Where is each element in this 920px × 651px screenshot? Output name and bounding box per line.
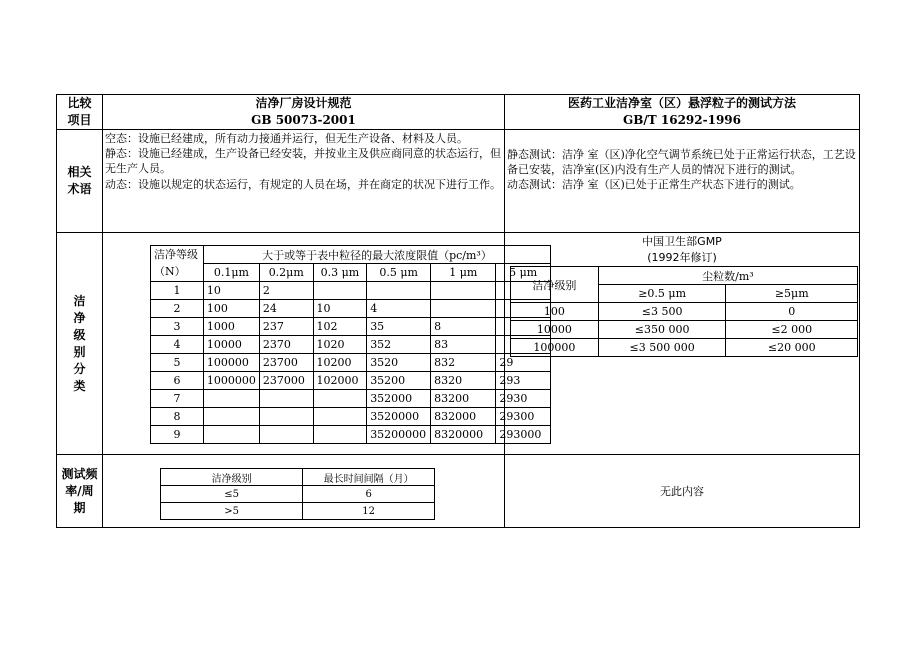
table-cell: 10200 — [313, 354, 367, 372]
table-cell — [313, 390, 367, 408]
size-header: 0.2μm — [259, 264, 313, 282]
table-cell: 102000 — [313, 372, 367, 390]
table-cell — [203, 426, 259, 444]
compare-label-cell — [57, 95, 103, 130]
table-cell: 8320 — [431, 372, 496, 390]
table-cell: 8 — [431, 318, 496, 336]
size-header: 0.3 μm — [313, 264, 367, 282]
table-cell: 1 — [151, 282, 204, 300]
table-cell: ≤350 000 — [598, 321, 726, 339]
table-cell: 12 — [303, 503, 435, 520]
size-header: 1 μm — [431, 264, 496, 282]
table-cell — [431, 300, 496, 318]
freq-interval-header: 最长时间间隔（月） — [303, 469, 435, 486]
table-cell: 29 — [496, 354, 551, 372]
table-row — [151, 408, 551, 426]
class-n-header: 洁净等级（N） — [151, 246, 204, 282]
table-cell: 35 — [367, 318, 431, 336]
table-cell — [203, 408, 259, 426]
frequency-row — [57, 455, 860, 528]
table-cell: 4 — [367, 300, 431, 318]
table-cell: 3520 — [367, 354, 431, 372]
table-row — [151, 372, 551, 390]
table-cell: 2 — [259, 282, 313, 300]
right-standard-header — [505, 95, 860, 130]
table-cell: 83 — [431, 336, 496, 354]
table-cell: 35200 — [367, 372, 431, 390]
table-cell: 10000 — [203, 336, 259, 354]
table-cell: 4 — [151, 336, 204, 354]
table-cell: 1020 — [313, 336, 367, 354]
gmp-class-header: 洁净级别 — [511, 267, 599, 303]
size-header: 5 μm — [496, 264, 551, 282]
table-cell: 8320000 — [431, 426, 496, 444]
table-cell: ≤5 — [161, 486, 303, 503]
table-cell — [431, 282, 496, 300]
table-cell: ≤20 000 — [726, 339, 858, 357]
table-cell: 23700 — [259, 354, 313, 372]
frequency-label: 测试频率/周期 — [61, 466, 98, 515]
size-header: 0.5 μm — [367, 264, 431, 282]
table-cell: 2370 — [259, 336, 313, 354]
gmp-class-table — [510, 266, 858, 357]
table-cell — [367, 282, 431, 300]
table-cell: 832 — [431, 354, 496, 372]
table-cell: 6 — [303, 486, 435, 503]
table-cell: 100000 — [203, 354, 259, 372]
terms-label-cell — [57, 130, 103, 233]
terms-label: 相关术语 — [67, 165, 92, 196]
table-cell: 100 — [511, 303, 599, 321]
table-cell: 100000 — [511, 339, 599, 357]
right-classes-cell — [505, 233, 860, 455]
table-cell: 102 — [313, 318, 367, 336]
table-row — [151, 426, 551, 444]
gmp-caption — [505, 233, 859, 266]
right-standard-code: GB/T 16292-1996 — [622, 113, 741, 127]
frequency-table — [160, 468, 435, 520]
table-row — [511, 339, 858, 357]
table-cell: 2930 — [496, 390, 551, 408]
table-row — [161, 503, 435, 520]
table-cell: ≤3 500 000 — [598, 339, 726, 357]
table-row — [511, 321, 858, 339]
table-cell: 6 — [151, 372, 204, 390]
table-row — [511, 303, 858, 321]
term-dynamic-test: 动态测试：洁净 室（区)已处于正常生产状态下进行的测试。 — [507, 178, 801, 192]
table-cell: 3 — [151, 318, 204, 336]
right-frequency-cell — [505, 455, 860, 528]
table-row — [151, 300, 551, 318]
size-header-row — [151, 264, 551, 282]
classes-row — [57, 233, 860, 455]
table-cell: ≤2 000 — [726, 321, 858, 339]
classes-label: 洁净级别分类 — [73, 293, 86, 393]
table-cell: 1000 — [203, 318, 259, 336]
table-cell: 10 — [313, 300, 367, 318]
comparison-table — [56, 94, 860, 528]
table-cell: 10000 — [511, 321, 599, 339]
left-terms-cell — [103, 130, 505, 233]
table-cell: 83200 — [431, 390, 496, 408]
table-cell — [313, 282, 367, 300]
dust-count-header: 尘粒数/m³ — [598, 267, 857, 285]
table-cell: 9 — [151, 426, 204, 444]
table-cell: 237000 — [259, 372, 313, 390]
table-cell — [313, 408, 367, 426]
term-static-state: 静态：设施已经建成，生产设备已经安装，并按业主及供应商同意的状态运行，但无生产人员。 — [105, 147, 501, 176]
table-cell — [203, 390, 259, 408]
table-cell: 2 — [151, 300, 204, 318]
table-cell: 5 — [151, 354, 204, 372]
left-standard-code: GB 50073-2001 — [251, 113, 356, 127]
table-cell: 10 — [203, 282, 259, 300]
table-row — [151, 336, 551, 354]
concentration-group-header: 大于或等于表中粒径的最大浓度限值（pc/m³） — [203, 246, 550, 264]
size-header: ≥5μm — [726, 285, 858, 303]
table-cell: 352 — [367, 336, 431, 354]
table-row — [151, 390, 551, 408]
header-row — [57, 95, 860, 130]
table-cell: ≤3 500 — [598, 303, 726, 321]
table-cell: 35200000 — [367, 426, 431, 444]
table-cell: 0 — [726, 303, 858, 321]
table-cell: 832000 — [431, 408, 496, 426]
gmp-caption-line2: (1992年修订) — [647, 251, 717, 264]
size-header: ≥0.5 μm — [598, 285, 726, 303]
table-cell: 352000 — [367, 390, 431, 408]
table-cell: 100 — [203, 300, 259, 318]
size-header: 0.1μm — [203, 264, 259, 282]
left-frequency-cell — [103, 455, 505, 528]
table-cell: 3520000 — [367, 408, 431, 426]
no-content-text: 无此内容 — [660, 485, 704, 498]
term-empty-state: 空态：设施已经建成，所有动力接通并运行，但无生产设备、材料及人员。 — [105, 132, 468, 145]
table-cell: 293000 — [496, 426, 551, 444]
table-row — [151, 318, 551, 336]
frequency-label-cell — [57, 455, 103, 528]
table-cell: 237 — [259, 318, 313, 336]
table-cell: 29300 — [496, 408, 551, 426]
left-standard-title: 洁净厂房设计规范 — [255, 96, 352, 110]
left-classes-cell — [103, 233, 542, 455]
left-standard-header — [103, 95, 505, 130]
table-cell: 24 — [259, 300, 313, 318]
gb50073-class-table — [150, 245, 551, 444]
term-dynamic-state: 动态：设施以规定的状态运行，有规定的人员在场，并在商定的状况下进行工作。 — [105, 177, 501, 191]
freq-class-header: 洁净级别 — [161, 469, 303, 486]
table-cell — [259, 426, 313, 444]
table-cell: >5 — [161, 503, 303, 520]
terms-row — [57, 130, 860, 233]
table-cell — [313, 426, 367, 444]
table-row — [151, 282, 551, 300]
table-row — [151, 354, 551, 372]
right-terms-cell — [505, 130, 860, 233]
table-cell: 7 — [151, 390, 204, 408]
gmp-caption-line1: 中国卫生部GMP — [642, 235, 722, 248]
term-static-test: 静态测试：洁净 室（区)净化空气调节系统已处于正常运行状态，工艺设备已安装，洁净室(区)内没有生产人员的情况下进行的测试。 — [507, 148, 856, 177]
right-standard-title: 医药工业洁净室（区）悬浮粒子的测试方法 — [567, 96, 796, 110]
table-cell — [259, 408, 313, 426]
table-cell: 293 — [496, 372, 551, 390]
table-row — [161, 486, 435, 503]
table-cell: 8 — [151, 408, 204, 426]
table-cell: 1000000 — [203, 372, 259, 390]
classes-label-cell — [57, 233, 103, 455]
table-cell — [259, 390, 313, 408]
compare-label: 比较项目 — [67, 96, 92, 127]
